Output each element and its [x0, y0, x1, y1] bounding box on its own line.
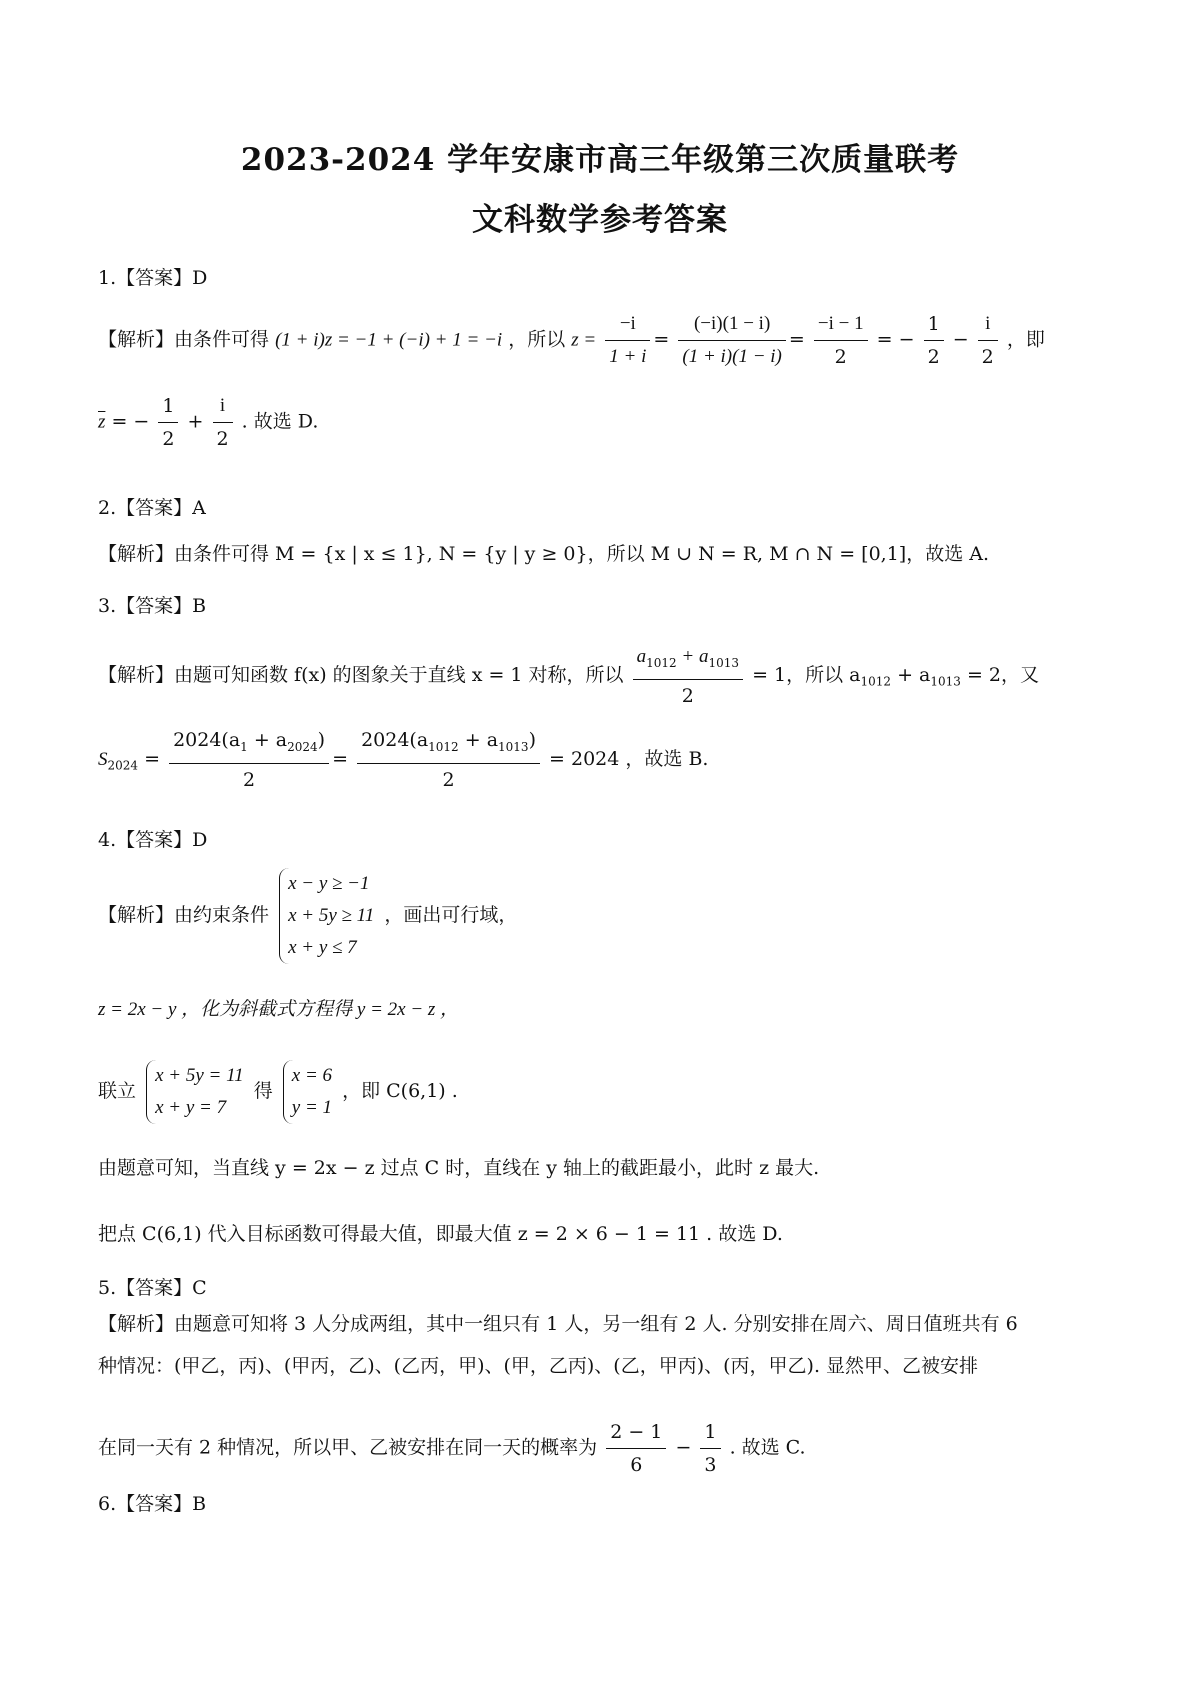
q5-solution-line3: 在同一天有 2 种情况，所以甲、乙被安排在同一天的概率为 $\frac{2 - 1}{6}$ − $\frac{1}{3}$ . 故选 C.	[98, 1418, 806, 1479]
q2-solution: 【解析】由条件可得 M = {x | x ≤ 1}, N = {y | y ≥ 0}，所以 M ∪ N = R, M ∩ N = [0,1]，故选 A.	[98, 543, 990, 565]
q1-text: ，所以	[508, 328, 566, 351]
q1-eq2: = −	[111, 410, 150, 433]
q5-solution-line2: 种情况：(甲乙，丙)、(甲丙，乙)、(乙丙，甲)、(甲，乙丙)、(乙，甲丙)、(丙，甲乙). 显然甲、乙被安排	[98, 1355, 979, 1377]
q1-frac4: $\frac{1}{2}$	[924, 310, 944, 371]
q1-frac6: $\frac{1}{2}$	[158, 392, 178, 453]
q5-frac1: $\frac{2 - 1}{6}$	[606, 1418, 666, 1479]
q1-plus: +	[187, 410, 204, 433]
q3-end: = 2024 ，故选 B.	[549, 747, 709, 770]
q4-system: x + 5y = 11 x + y = 7	[146, 1060, 244, 1124]
q1-z-eq: z =	[571, 329, 597, 351]
q1-frac2: $\frac{(-i)(1 - i)}{(1 + i)(1 - i)}$	[678, 310, 786, 371]
q3-frac2: $\frac{2024(a_1 + a_{2024})}{2}$	[169, 726, 329, 794]
q4-constraints: x − y ≥ −1 x + 5y ≥ 11 x + y ≤ 7	[279, 868, 374, 964]
q1-frac7: $\frac{i}{2}$	[213, 392, 233, 453]
q4-result: x = 6 y = 1	[283, 1060, 332, 1124]
q3-label: 【解析】由题可知函数 f(x) 的图象关于直线 x = 1 对称，所以	[98, 663, 624, 686]
q2-answer: 2.【答案】A	[98, 497, 206, 519]
q4-solution-line3: 联立 x + 5y = 11 x + y = 7 得 x = 6 y = 1 ，即 C(6,1) .	[98, 1060, 458, 1124]
q1-minus: −	[952, 328, 969, 351]
q1-text-b: ，即	[1006, 328, 1045, 351]
q4-after: ，画出可行域，	[384, 904, 518, 926]
q1-end: . 故选 D.	[241, 410, 319, 433]
q5-frac2: $\frac{1}{3}$	[700, 1418, 720, 1479]
q1-expr: (1 + i)z = −1 + (−i) + 1 = −i	[275, 329, 503, 351]
q1-zbar: $\overline{z}$	[98, 411, 106, 433]
q3-frac3: $\frac{2024(a_{1012} + a_{1013})}{2}$	[357, 726, 540, 794]
q4-solution-line5: 把点 C(6,1) 代入目标函数可得最大值，即最大值 z = 2 × 6 − 1 = 11 . 故选 D.	[98, 1223, 783, 1245]
q1-frac1: $\frac{-i}{1 + i}$	[605, 310, 650, 371]
q3-mid: = 1，所以 a	[752, 663, 861, 686]
q5-solution-line1: 【解析】由题意可知将 3 人分成两组，其中一组只有 1 人，另一组有 2 人. 分别安排在周六、周日值班共有 6	[98, 1313, 1018, 1335]
q3-solution-line1: 【解析】由题可知函数 f(x) 的图象关于直线 x = 1 对称，所以 $\frac{a_{1012} + a_{1013}}{2}$ = 1，所以 $a_{1012} + a_{1013} = 2$，又	[98, 642, 1039, 710]
page-subtitle: 文科数学参考答案	[472, 202, 728, 238]
q1-frac3: $\frac{-i - 1}{2}$	[814, 310, 868, 371]
q3-solution-line2: $S_{2024}$ = $\frac{2024(a_1 + a_{2024})}{2}$ = $\frac{2024(a_{1012} + a_{1013})}{2}$ = 2024 ，故选 B.	[98, 726, 708, 794]
q5-answer: 5.【答案】C	[98, 1277, 207, 1299]
q1-eq-tail: = −	[876, 328, 915, 351]
q3-frac1: $\frac{a_{1012} + a_{1013}}{2}$	[633, 642, 743, 710]
q4-answer: 4.【答案】D	[98, 829, 208, 851]
q6-answer: 6.【答案】B	[98, 1493, 207, 1515]
q1-answer: 1.【答案】D	[98, 267, 208, 289]
q3-answer: 3.【答案】B	[98, 595, 207, 617]
q1-frac5: $\frac{i}{2}$	[978, 310, 998, 371]
q4-solution-line1	[98, 868, 517, 964]
q1-solution-line2	[98, 392, 318, 453]
q1-label: 【解析】由条件可得	[98, 328, 270, 351]
page-title: 2023-2024 学年安康市高三年级第三次质量联考	[240, 142, 960, 178]
q4-solution-line2: z = 2x − y ，化为斜截式方程得 y = 2x − z ，	[98, 999, 460, 1020]
q4-label: 【解析】由约束条件	[98, 904, 270, 926]
q3-S: S	[98, 748, 108, 770]
q4-solution-line4: 由题意可知，当直线 y = 2x − z 过点 C 时，直线在 y 轴上的截距最小，此时 z 最大.	[98, 1157, 820, 1179]
q1-solution-line1: 【解析】由条件可得 (1 + i)z = −1 + (−i) + 1 = −i ，所以 z = $\frac{-i}{1 + i}$ = $\frac{(-i)(1 - i)}{(1 + i)(1 - i)}$ = $\frac{-i - 1}{2}$ = − $\frac{1}{2}$ − $\frac{i}{2}$ ，即	[98, 310, 1045, 371]
